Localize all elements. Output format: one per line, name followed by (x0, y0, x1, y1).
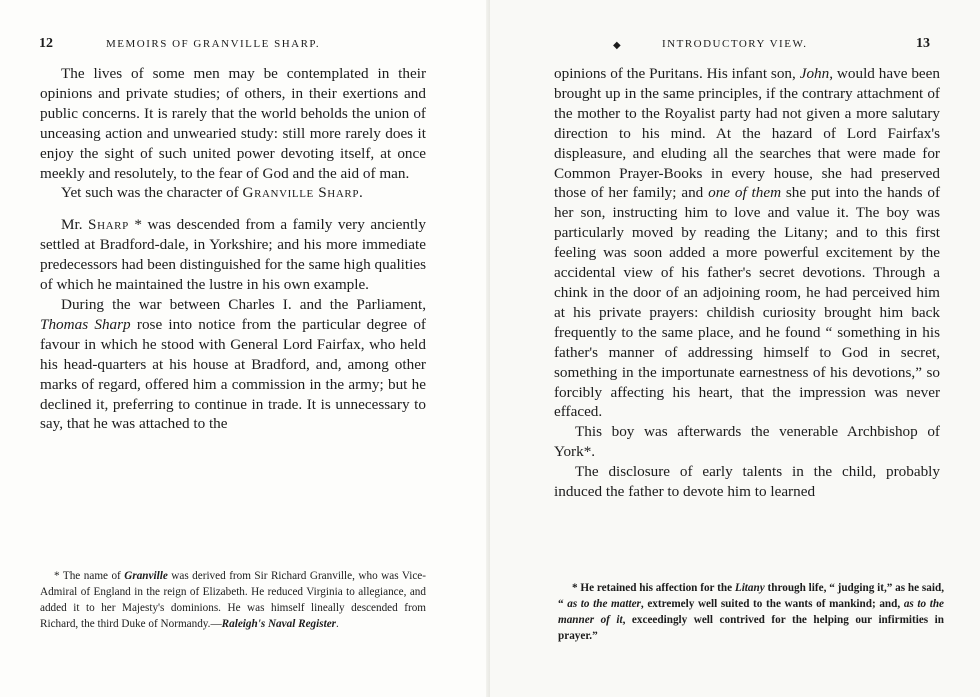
paragraph: During the war between Charles I. and the Parliament, Thomas Sharp rose into notice from the particular degree of favour in which he stood with General Lord Fairfax, who held his head-quarters at his house at Bradford, and, among other marks of regard, offered him a commission in the army; but he declined it, preferring to continue in trade. It is unnecessary to say, that he was attached to the (40, 295, 426, 433)
paragraph: The lives of some men may be contemplated in their opinions and private studies; of others, in their exertions and public concerns. It is rarely that the world beholds the union of unceasing action and unwearied study: still more rarely does it enjoy the sight of such united power devoting itself, at once meekly and resolutely, to the fear of God and the aid of man. (40, 65, 426, 182)
right-page (490, 0, 980, 697)
footnote: * He retained his affection for the Litany through life, “ judging it,” as he said, “ as to the matter, extremely well suited to the wants of mankind; and, as to the manner of it, exceedingly well contrived for the helping our infirmities in prayer.” (558, 582, 945, 643)
paragraph: This boy was afterwards the venerable Archbishop of York*. (554, 423, 940, 461)
left-page-body (40, 64, 426, 434)
paragraph: opinions of the Puritans. His infant son, John, would have been brought up in the same principles, if the contrary attachment of the mother to the Royalist party had not given a more salutary direction to his mind. At the hazard of Lord Fairfax's displeasure, and eluding all the searches that were made for Common Prayer-Books in every house, she had preserved those of her family; and one of them she put into the hands of her son, instructing him to love and value it. The boy was particularly moved by reading the Litany; and to this first feeling was soon added a more powerful excitement by the accidental view of his father's secret devotions. Through a chink in the door of an adjoining room, he had perceived him at his private prayers: childish curiosity brought him back frequently to the same place, and he found “ something in his father's manner of addressing himself to God in secret, something in the importunate earnestness of his devotions,” so forcibly affecting his heart, that the impression was never effaced. (554, 65, 940, 421)
right-page-body (554, 64, 940, 502)
small-caps-name: Sharp (88, 216, 129, 234)
italic-name: Thomas Sharp (40, 315, 131, 333)
italic-phrase: one of them (708, 184, 782, 202)
paragraph: Yet such was the character of Granville Sharp. (61, 184, 363, 202)
footnote: * The name of Granville was derived from Sir Richard Granville, who was Vice-Admiral of England in the reign of Elizabeth. He reduced Virginia to allegiance, and added it to her Majesty's dominions. He was himself lineally descended from Richard, the third Duke of Normandy.—Raleigh's Naval Register. (40, 570, 426, 631)
running-head: MEMOIRS OF GRANVILLE SHARP. (106, 38, 321, 50)
running-head: INTRODUCTORY VIEW. (662, 38, 808, 50)
paragraph: Mr. Sharp * was descended from a family very anciently settled at Bradford-dale, in Yorkshire; and his more immediate predecessors had been distinguished for the same high qualities of which he maintained the lustre in his own example. (40, 216, 426, 294)
page-number: 13 (916, 36, 930, 51)
paragraph: The disclosure of early talents in the child, probably induced the father to devote him to learned (554, 463, 940, 501)
head-mark: ◆ (613, 40, 623, 51)
small-caps-name: Granville Sharp (242, 184, 360, 202)
page-number: 12 (39, 36, 53, 51)
italic-name: John (799, 65, 830, 82)
